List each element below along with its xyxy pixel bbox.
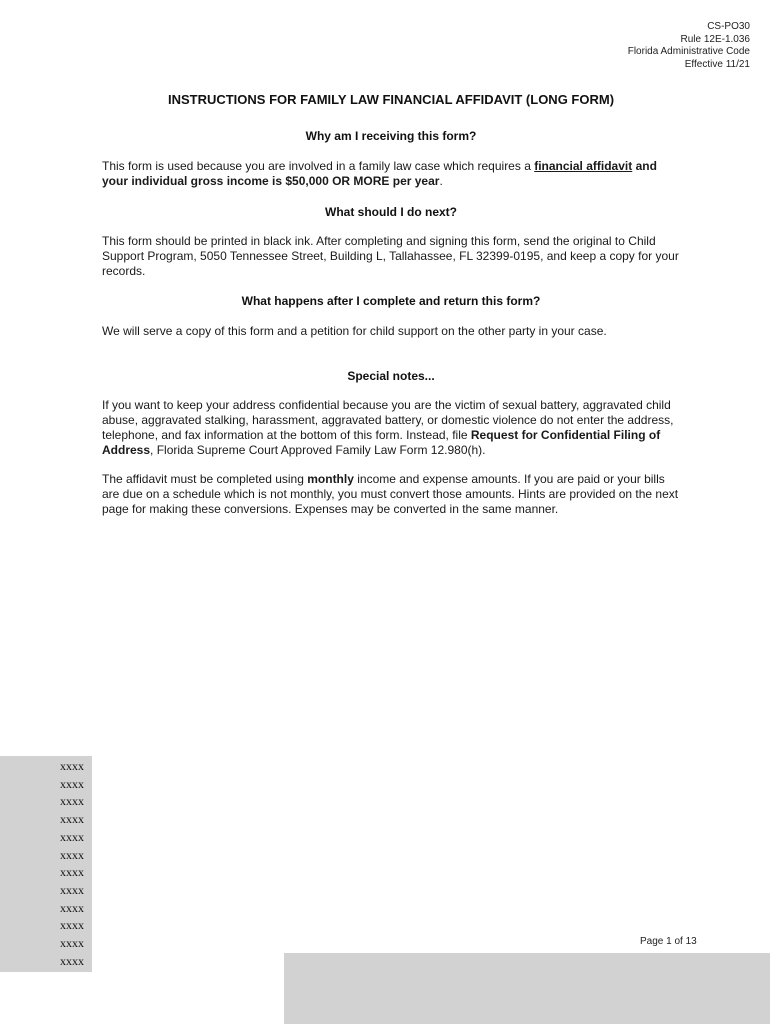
why-text-part1: This form is used because you are involved in a family law case which requires a — [102, 159, 535, 173]
why-bold-income: your individual gross income is $50,000 OR MORE per year — [102, 174, 440, 188]
confidential-filing-form-name: Request for Confidential Filing of Address — [102, 428, 661, 457]
redacted-code-list — [60, 758, 84, 970]
heading-special-notes: Special notes... — [347, 369, 435, 383]
why-text-end: . — [439, 174, 443, 188]
monthly-text-part1: The affidavit must be completed using — [102, 472, 308, 486]
heading-what-happens-after: What happens after I complete and return this form? — [241, 294, 541, 308]
redacted-code: xxxx — [60, 900, 84, 915]
paragraph-what-next: This form should be printed in black ink. After completing and signing this form, send the original to Child Support Program, 5050 Tennessee Street, Building L, Tallahassee, FL 32399-0195, and keep a copy for your records. — [102, 234, 679, 278]
redacted-code: xxxx — [60, 847, 84, 862]
bottom-redaction-block — [284, 953, 770, 1024]
redacted-code: xxxx — [60, 776, 84, 791]
paragraph-why-receiving — [102, 159, 682, 189]
why-bold-and: and — [632, 159, 657, 173]
paragraph-what-happens-after: We will serve a copy of this form and a petition for child support on the other party in your case. — [102, 324, 607, 338]
form-identifier-block — [628, 21, 750, 71]
redacted-code: xxxx — [60, 812, 84, 827]
paragraph-monthly-amounts — [102, 472, 682, 517]
heading-what-next: What should I do next? — [325, 205, 457, 219]
monthly-text-part2: income and expense amounts. If you are paid or your bills are due on a schedule which is not monthly, you must convert those amounts. Hints are provided on the next page for making these conversions. Expenses may be converted in the same manner. — [102, 472, 679, 516]
redacted-code: xxxx — [60, 882, 84, 897]
redacted-code: xxxx — [60, 759, 84, 773]
monthly-emphasis: monthly — [307, 472, 354, 486]
redacted-code: xxxx — [60, 865, 84, 880]
notes-text-part2: , Florida Supreme Court Approved Family Law Form 12.980(h). — [150, 443, 486, 457]
notes-text-part1: If you want to keep your address confidential because you are the victim of sexual battery, aggravated child abuse, aggravated stalking, harassment, aggravated battery, or domestic violence do not enter the address, telephone, and fax information at the bottom of this form. Instead, file — [102, 398, 674, 442]
financial-affidavit-link[interactable]: financial affidavit — [534, 159, 633, 173]
document-title: INSTRUCTIONS FOR FAMILY LAW FINANCIAL AFFIDAVIT (LONG FORM) — [167, 92, 615, 107]
heading-why-receiving: Why am I receiving this form? — [305, 129, 477, 143]
page-number: Page 1 of 13 — [640, 936, 697, 947]
redacted-code: xxxx — [60, 918, 84, 933]
paragraph-confidential-address — [102, 398, 682, 458]
code-name: Florida Administrative Code — [627, 46, 750, 57]
redacted-code: xxxx — [60, 829, 84, 844]
form-code: CS-PO30 — [707, 21, 750, 32]
redacted-code: xxxx — [60, 936, 84, 951]
redacted-code: xxxx — [60, 794, 84, 809]
redacted-code: xxxx — [60, 953, 84, 968]
rule-number: Rule 12E-1.036 — [680, 33, 750, 45]
effective-date: Effective 11/21 — [684, 58, 750, 70]
